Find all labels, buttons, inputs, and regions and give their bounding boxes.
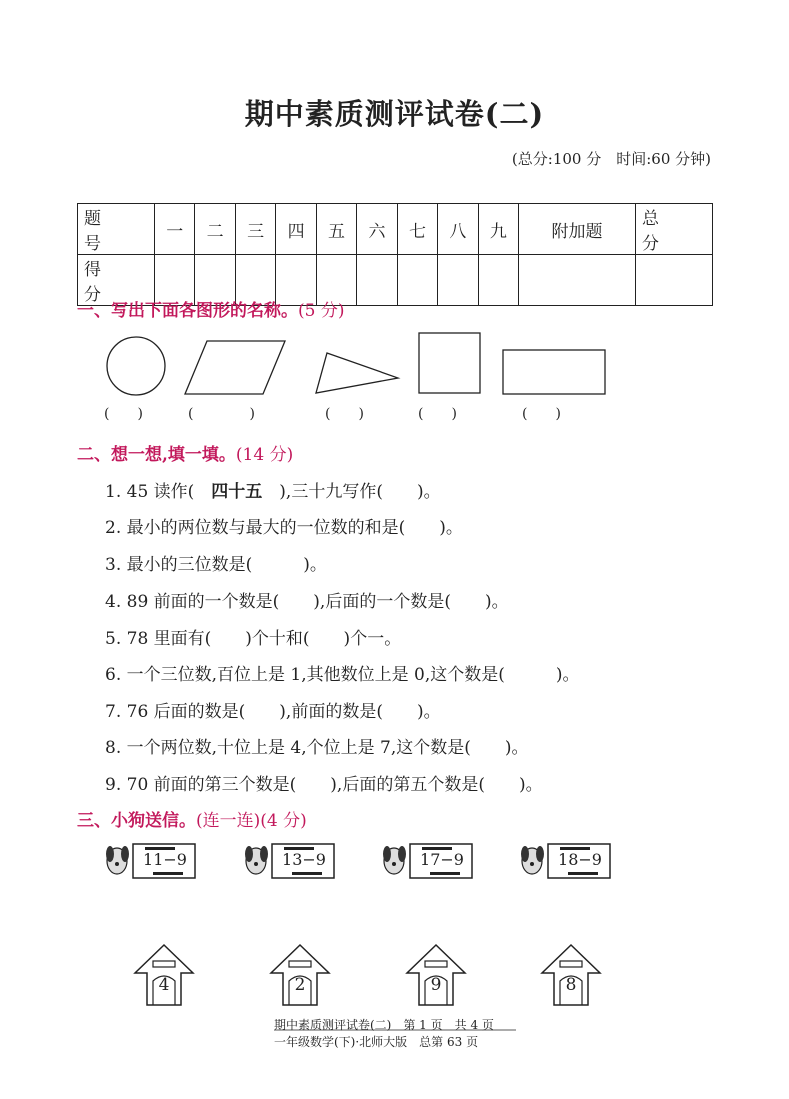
house-number: 8 — [565, 975, 577, 995]
dog-ear-icon — [398, 846, 406, 862]
section3-title: 三、小狗送信。 — [77, 811, 196, 831]
section2-title: 二、想一想,填一填。 — [77, 445, 236, 465]
stamp-strip-icon — [568, 872, 598, 875]
score-header-cell: 四 — [276, 204, 316, 255]
exam-info: (总分:100 分 时间:60 分钟) — [511, 150, 711, 168]
section1-title: 一、写出下面各图形的名称。 — [77, 301, 298, 321]
shape-circle — [107, 337, 165, 395]
question-9[interactable]: 9. 70 前面的第三个数是( ),后面的第五个数是( )。 — [105, 775, 543, 795]
mail-slot-icon — [425, 961, 447, 967]
question-2[interactable]: 2. 最小的两位数与最大的一位数的和是( )。 — [105, 518, 463, 538]
shape-triangle — [316, 353, 398, 393]
score-header-cell: 九 — [478, 204, 518, 255]
score-header-cell: 二 — [195, 204, 235, 255]
page-title: 期中素质测评试卷(二) — [244, 97, 545, 131]
section3-points: (连一连)(4 分) — [196, 811, 307, 831]
score-header-cell: 八 — [438, 204, 478, 255]
score-row-label: 得 分 — [78, 255, 155, 306]
shape-rectangle — [503, 350, 605, 394]
section2-heading — [77, 440, 293, 465]
mail-slot-icon — [153, 961, 175, 967]
dog-ear-icon — [106, 846, 114, 862]
section3-heading — [77, 806, 307, 831]
score-header-cell: 附加题 — [519, 204, 636, 255]
mail-slot-icon — [560, 961, 582, 967]
answer-blank-square[interactable]: ( ) — [418, 406, 457, 422]
question-3[interactable]: 3. 最小的三位数是( )。 — [105, 555, 327, 575]
dog-ear-icon — [383, 846, 391, 862]
mail-slot-icon — [289, 961, 311, 967]
stamp-strip-icon — [292, 872, 322, 875]
score-header-cell: 六 — [357, 204, 397, 255]
dog-ear-icon — [536, 846, 544, 862]
question-1-answer: 四十五 — [211, 482, 263, 502]
dog-nose-icon — [115, 862, 119, 866]
dog-nose-icon — [392, 862, 396, 866]
score-header-cell: 五 — [316, 204, 356, 255]
letter-expression: 13−9 — [282, 850, 326, 869]
question-1[interactable] — [105, 477, 441, 502]
shape-parallelogram — [185, 341, 285, 394]
answer-blank-triangle[interactable]: ( ) — [325, 406, 364, 422]
question-8[interactable]: 8. 一个两位数,十位上是 4,个位上是 7,这个数是( )。 — [105, 738, 529, 758]
letter-expression: 17−9 — [420, 850, 464, 869]
stamp-strip-icon — [430, 872, 460, 875]
dog-nose-icon — [254, 862, 258, 866]
question-1-post: ),三十九写作( )。 — [262, 482, 441, 502]
question-5[interactable]: 5. 78 里面有( )个十和( )个一。 — [105, 629, 402, 649]
footer-book-info: 一年级数学(下)·北师大版 总第 63 页 — [274, 1035, 479, 1049]
score-header-label: 题 号 — [78, 204, 155, 255]
house-number: 2 — [294, 975, 306, 995]
section2-points: (14 分) — [235, 445, 294, 465]
answer-blank-parallelogram[interactable]: ( ) — [188, 406, 255, 422]
question-7[interactable]: 7. 76 后面的数是( ),前面的数是( )。 — [105, 702, 441, 722]
score-header-cell: 一 — [155, 204, 195, 255]
score-header-total: 总 分 — [636, 204, 713, 255]
footer-page-info: 期中素质测评试卷(二) 第 1 页 共 4 页 — [274, 1018, 494, 1032]
dog-ear-icon — [245, 846, 253, 862]
house-number: 4 — [158, 975, 170, 995]
score-header-cell: 三 — [235, 204, 275, 255]
dog-ear-icon — [521, 846, 529, 862]
score-header-cell: 七 — [397, 204, 437, 255]
dog-ear-icon — [121, 846, 129, 862]
letter-expression: 11−9 — [143, 850, 187, 869]
question-4[interactable]: 4. 89 前面的一个数是( ),后面的一个数是( )。 — [105, 592, 509, 612]
house-number: 9 — [430, 975, 442, 995]
question-6[interactable]: 6. 一个三位数,百位上是 1,其他数位上是 0,这个数是( )。 — [105, 665, 580, 685]
shape-square — [419, 333, 480, 393]
section1-points: (5 分) — [298, 301, 345, 321]
answer-blank-rectangle[interactable]: ( ) — [522, 406, 561, 422]
question-1-pre: 1. 45 读作( — [105, 482, 212, 502]
letter-expression: 18−9 — [558, 850, 602, 869]
answer-blank-circle[interactable]: ( ) — [104, 406, 143, 422]
stamp-strip-icon — [153, 872, 183, 875]
dog-nose-icon — [530, 862, 534, 866]
dog-ear-icon — [260, 846, 268, 862]
